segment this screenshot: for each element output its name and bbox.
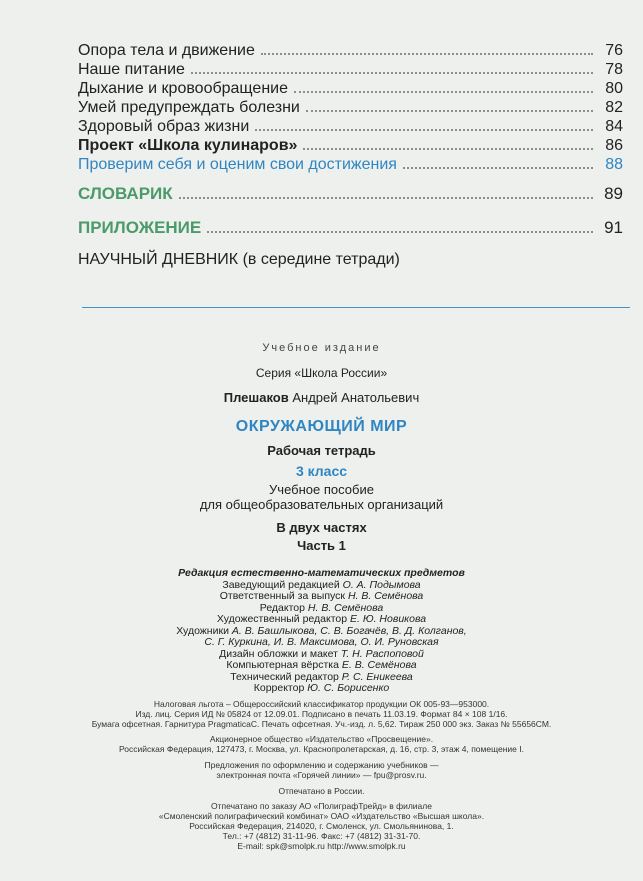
toc-entry-page: 89 [604,184,623,203]
divider-line [82,307,630,308]
credit-role: Заведующий редакцией [222,578,343,591]
toc-entry [78,41,623,60]
tech-line: Российская Федерация, 214020, г. Смоленск, ул. Смольянинова, 1. [189,820,454,831]
credit-role: Технический редактор [230,670,342,683]
toc-entry-page: 91 [604,218,623,237]
toc-entry [78,246,623,274]
dot-leader [207,231,593,233]
credit-role: Дизайн обложки и макет [219,647,341,660]
credits-heading: Редакция естественно-математических предметов [178,567,465,579]
tech-line: Налоговая льгота – Общероссийский классификатор продукции ОК 005-93—953000. [153,699,490,709]
tech-line: Отпечатано в России. [278,785,365,796]
tech-line: Отпечатано по заказу АО «ПолиграфТрейд» в филиале [211,801,432,812]
toc-entry-title: Умей предупреждать болезни [78,99,300,116]
toc-entry [78,98,623,117]
tech-line: E-mail: spk@smolpk.ru http://www.smolpk.ru [237,840,406,851]
book-subtitle: Рабочая тетрадь [267,443,376,458]
author [0,390,643,405]
toc-entry [78,136,623,155]
book-title: ОКРУЖАЮЩИЙ МИР [235,418,408,435]
tech-line: Российская Федерация, 127473, г. Москва, ул. Краснопролетарская, д. 16, стр. 3, этаж 4, помещение I. [119,744,524,755]
author-first-names: Андрей Анатольевич [292,390,420,405]
dot-leader [261,53,593,55]
credits-list [0,580,643,695]
edition-type: Учебное издание [262,342,381,354]
credit-role: Компьютерная вёрстка [226,659,342,671]
credit-name: Е. Ю. Новикова [350,613,427,625]
credit-name: Т. Н. Распоповой [340,647,424,660]
toc-entry-title: ПРИЛОЖЕНИЕ [78,218,202,237]
toc-entry-title: Опора тела и движение [78,42,255,59]
toc-entry-title: СЛОВАРИК [78,184,173,203]
toc-entry-title: Проект «Школа кулинаров» [78,137,298,154]
tech-line: Бумага офсетная. Гарнитура PragmaticaC. Печать офсетная. Уч.-изд. л. 5,62. Тираж 250 000 экз. Заказ № 55656СМ. [91,718,552,729]
credit-role: Художественный редактор [216,613,351,625]
credit-role: Ответственный за выпуск [219,590,348,602]
tech-line: Тел.: +7 (4812) 31-11-96. Факс: +7 (4812) 31-31-70. [222,830,421,841]
toc-entry-page: 76 [605,42,623,59]
dot-leader [306,110,593,112]
toc-entry-title: Наше питание [78,61,185,78]
toc-entry-page: 80 [605,80,623,97]
toc-entry-title: Дыхание и кровообращение [78,80,288,97]
tech-line: Предложения по оформлению и содержанию учебников — [204,759,439,770]
table-of-contents [78,41,623,274]
toc-entry [78,214,623,242]
credit-name: О. А. Подымова [342,578,421,591]
toc-entry-title: Здоровый образ жизни [78,118,250,135]
toc-entry-title: НАУЧНЫЙ ДНЕВНИК (в середине тетради) [78,251,400,268]
tech-line: Изд. лиц. Серия ИД № 05824 от 12.09.01. Подписано в печать 11.03.19. Формат 84 × 108 1/16. [135,708,508,719]
credit-name: Е. В. Семёнова [341,659,417,671]
dot-leader [294,91,593,93]
toc-entry [78,117,623,136]
credit-name: Н. В. Семёнова [307,601,384,614]
purpose-line-2: для общеобразовательных организаций [199,497,444,512]
toc-entry-title: Проверим себя и оценим свои достижения [78,156,397,173]
credit-name: С. Г. Куркина, И. В. Максимова, О. И. Руновская [204,636,439,648]
credit-name: Р. С. Еникеева [341,670,413,683]
toc-entry-page: 88 [605,156,623,173]
dot-leader [303,148,593,150]
credit-name: А. В. Башлыкова, С. В. Богачёв, В. Д. Колганов, [231,624,467,637]
toc-entry [78,155,623,174]
purpose-line-1: Учебное пособие [269,482,374,497]
grade: 3 класс [295,463,348,479]
series-name: Серия «Школа России» [255,366,388,380]
toc-entry-page: 86 [605,137,623,154]
tech-line: «Смоленский полиграфический комбинат» ОАО «Издательство «Высшая школа». [158,811,485,822]
dot-leader [179,197,593,199]
toc-entry [78,79,623,98]
toc-entry-page: 82 [605,99,623,116]
toc-entry-page: 84 [605,118,623,135]
toc-entry [78,60,623,79]
author-last-name: Плешаков [223,390,289,405]
dot-leader [191,72,593,74]
parts-count: В двух частях [276,520,367,535]
technical-info [0,700,643,851]
credit-name: Ю. С. Борисенко [307,682,390,694]
credit-role: Корректор [253,682,308,694]
part-number: Часть 1 [297,538,346,553]
toc-entry-page: 78 [605,61,623,78]
credits-block [0,568,643,695]
credit-name: Н. В. Семёнова [347,590,424,602]
toc-entry [78,180,623,208]
dot-leader [255,129,593,131]
credit-role: Художники [176,624,232,637]
credit-line [0,683,643,695]
dot-leader [403,167,593,169]
credit-role: Редактор [259,601,308,614]
tech-line: электронная почта «Горячей линии» — fpu@prosv.ru. [216,769,427,780]
tech-line: Акционерное общество «Издательство «Просвещение». [209,734,434,745]
